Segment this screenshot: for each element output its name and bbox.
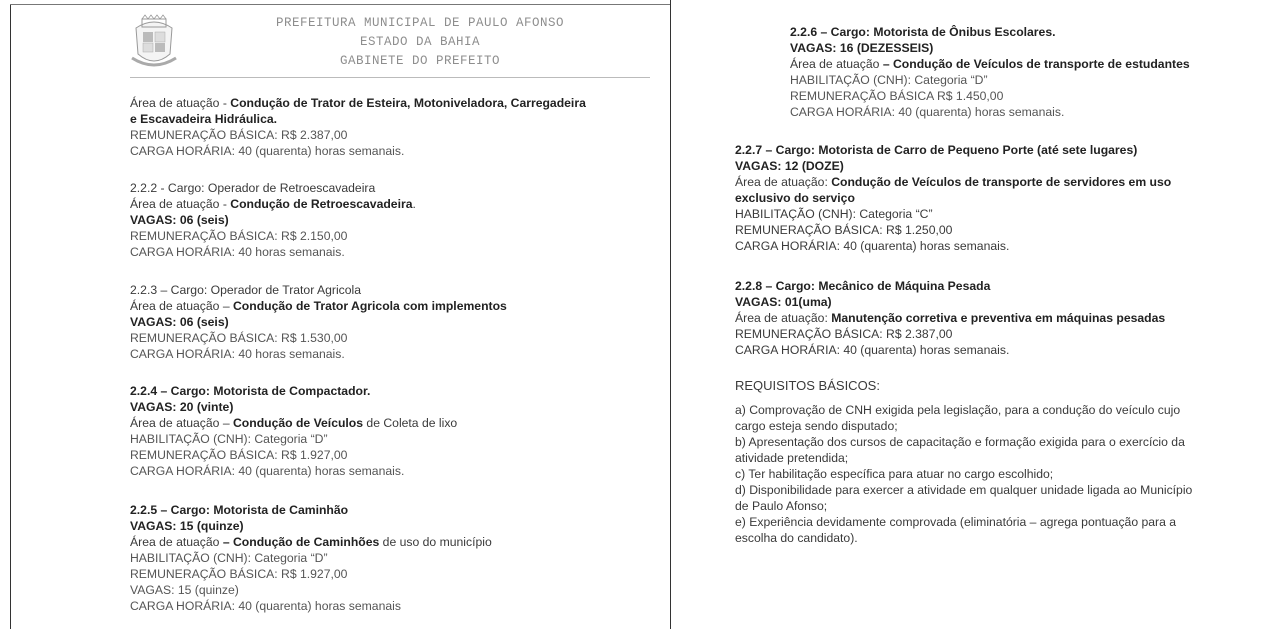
letterhead-state: ESTADO DA BAHIA bbox=[359, 35, 481, 49]
job-hours: CARGA HORÁRIA: 40 (quarenta) horas semanais. bbox=[790, 105, 1065, 119]
req-e: e) Experiência devidamente comprovada (eliminatória – agrega pontuação para a bbox=[735, 515, 1177, 529]
area-label: Área de atuação - bbox=[130, 96, 231, 110]
letterhead-office: GABINETE DO PREFEITO bbox=[339, 54, 501, 68]
area-value: Manutenção corretiva e preventiva em máquinas pesadas bbox=[831, 311, 1166, 325]
area-value: Condução de Trator Agricola com implementos bbox=[233, 299, 507, 313]
job-title: 2.2.7 – Cargo: Motorista de Carro de Pequeno Porte (até sete lugares) bbox=[735, 143, 1138, 157]
job-2-2-3 bbox=[130, 282, 671, 362]
job-pay: REMUNERAÇÃO BÁSICA: R$ 1.927,00 bbox=[130, 448, 348, 462]
area-end: . bbox=[412, 197, 416, 211]
job-hours: CARGA HORÁRIA: 40 horas semanais. bbox=[130, 245, 345, 259]
job-hours: CARGA HORÁRIA: 40 (quarenta) horas semanais. bbox=[735, 343, 1010, 357]
area-value-cont: exclusivo do serviço bbox=[735, 191, 855, 205]
job-vagas-repeat: VAGAS: 15 (quinze) bbox=[130, 583, 239, 597]
area-label: Área de atuação – bbox=[130, 299, 233, 313]
job-license: HABILITAÇÃO (CNH): Categoria “D” bbox=[130, 432, 328, 446]
req-b-cont: atividade pretendida; bbox=[735, 451, 849, 465]
area-rest: de uso do município bbox=[379, 535, 492, 549]
job-hours: CARGA HORÁRIA: 40 (quarenta) horas semanais. bbox=[130, 144, 405, 158]
section-heading: REQUISITOS BÁSICOS: bbox=[735, 378, 880, 393]
job-pay: REMUNERAÇÃO BÁSICA: R$ 1.250,00 bbox=[735, 223, 953, 237]
right-page bbox=[700, 0, 1280, 629]
area-rest: de Coleta de lixo bbox=[363, 416, 458, 430]
page-gap bbox=[672, 0, 700, 629]
job-2-2-4 bbox=[130, 383, 671, 479]
job-2-2-2 bbox=[130, 180, 671, 260]
job-vagas: VAGAS: 15 (quinze) bbox=[130, 519, 244, 533]
job-vagas: VAGAS: 12 (DOZE) bbox=[735, 159, 844, 173]
job-hours: CARGA HORÁRIA: 40 horas semanais. bbox=[130, 347, 345, 361]
job-2-2-6 bbox=[790, 24, 1280, 120]
job-title: 2.2.3 – Cargo: Operador de Trator Agricola bbox=[130, 283, 362, 297]
letterhead-divider bbox=[130, 77, 650, 78]
area-value: Condução de Retroescavadeira bbox=[230, 197, 413, 211]
job-title: 2.2.2 - Cargo: Operador de Retroescavadeira bbox=[130, 181, 376, 195]
req-e-cont: escolha do candidato). bbox=[735, 531, 858, 545]
job-license: HABILITAÇÃO (CNH): Categoria “D” bbox=[790, 73, 988, 87]
req-c: c) Ter habilitação específica para atuar no cargo escolhido; bbox=[735, 467, 1054, 481]
letterhead-org: PREFEITURA MUNICIPAL DE PAULO AFONSO bbox=[275, 16, 565, 30]
area-value: Condução de Trator de Esteira, Motoniveladora, Carregadeira bbox=[230, 96, 586, 110]
job-2-2-8 bbox=[735, 278, 1255, 358]
job-vagas: VAGAS: 20 (vinte) bbox=[130, 400, 234, 414]
job-title: 2.2.6 – Cargo: Motorista de Ônibus Escolares. bbox=[790, 25, 1056, 39]
area-label: Área de atuação bbox=[790, 57, 883, 71]
req-b: b) Apresentação dos cursos de capacitação e formação exigida para o exercício da bbox=[735, 435, 1185, 449]
job-pay: REMUNERAÇÃO BÁSICA: R$ 1.927,00 bbox=[130, 567, 348, 581]
area-label: Área de atuação: bbox=[735, 175, 832, 189]
area-value: – Condução de Caminhões bbox=[222, 535, 380, 549]
job-pay: REMUNERAÇÃO BÁSICA R$ 1.450,00 bbox=[790, 89, 1004, 103]
job-pay: REMUNERAÇÃO BÁSICA: R$ 2.387,00 bbox=[130, 128, 348, 142]
job-pay: REMUNERAÇÃO BÁSICA: R$ 2.150,00 bbox=[130, 229, 348, 243]
area-label: Área de atuação - bbox=[130, 197, 231, 211]
req-a: a) Comprovação de CNH exigida pela legislação, para a condução do veículo cujo bbox=[735, 403, 1181, 417]
job-2-2-7 bbox=[735, 142, 1255, 254]
job-hours: CARGA HORÁRIA: 40 (quarenta) horas semanais. bbox=[130, 464, 405, 478]
job-license: HABILITAÇÃO (CNH): Categoria “D” bbox=[130, 551, 328, 565]
req-d-cont: de Paulo Afonso; bbox=[735, 499, 828, 513]
job-vagas: VAGAS: 06 (seis) bbox=[130, 213, 229, 227]
job-pay: REMUNERAÇÃO BÁSICA: R$ 2.387,00 bbox=[735, 327, 953, 341]
area-label: Área de atuação – bbox=[130, 416, 233, 430]
job-pay: REMUNERAÇÃO BÁSICA: R$ 1.530,00 bbox=[130, 331, 348, 345]
req-a-cont: cargo esteja sendo disputado; bbox=[735, 419, 898, 433]
letterhead bbox=[130, 10, 650, 82]
job-title: 2.2.5 – Cargo: Motorista de Caminhão bbox=[130, 503, 349, 517]
area-value: Condução de Veículos de transporte de servidores em uso bbox=[831, 175, 1172, 189]
area-label: Área de atuação bbox=[130, 535, 223, 549]
job-2-2-5 bbox=[130, 502, 671, 614]
job-vagas: VAGAS: 16 (DEZESSEIS) bbox=[790, 41, 934, 55]
requisitos-basicos bbox=[735, 378, 1255, 546]
municipal-crest-icon bbox=[130, 14, 178, 70]
area-label: Área de atuação: bbox=[735, 311, 832, 325]
area-value: – Condução de Veículos de transporte de estudantes bbox=[882, 57, 1190, 71]
job-title: 2.2.4 – Cargo: Motorista de Compactador. bbox=[130, 384, 371, 398]
job-hours: CARGA HORÁRIA: 40 (quarenta) horas semanais. bbox=[735, 239, 1010, 253]
area-value: Condução de Veículos bbox=[233, 416, 364, 430]
area-value-cont: e Escavadeira Hidráulica. bbox=[130, 112, 278, 126]
job-vagas: VAGAS: 01(uma) bbox=[735, 295, 832, 309]
job-title: 2.2.8 – Cargo: Mecânico de Máquina Pesada bbox=[735, 279, 991, 293]
job-license: HABILITAÇÃO (CNH): Categoria “C” bbox=[735, 207, 933, 221]
job-hours: CARGA HORÁRIA: 40 (quarenta) horas semanais bbox=[130, 599, 401, 613]
job-vagas: VAGAS: 06 (seis) bbox=[130, 315, 229, 329]
job-intro bbox=[130, 95, 671, 159]
req-d: d) Disponibilidade para exercer a atividade em qualquer unidade ligada ao Município bbox=[735, 483, 1193, 497]
